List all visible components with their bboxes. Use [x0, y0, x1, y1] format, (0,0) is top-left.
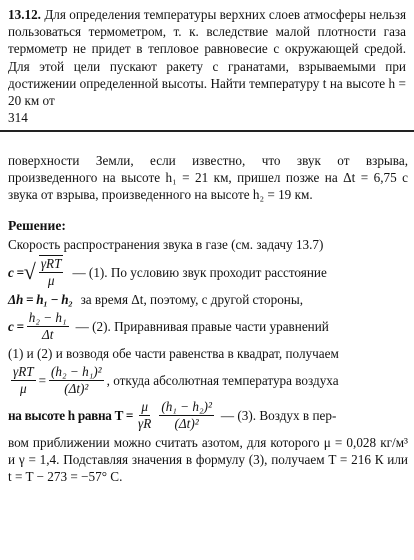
- eq4-rhs-denominator: (Δt)²: [64, 381, 89, 396]
- eq5-b-fraction: [159, 399, 214, 432]
- eq4-rhs-fraction: [49, 364, 104, 397]
- final-answer-text: вом приближении можно считать азотом, для которого μ = 0,028 кг/м³ и γ = 1,4. Подставляя значения в формулу (3), получаем T = 216 К или t = T − 273 = −57° С.: [8, 435, 408, 484]
- eq5-a-fraction: [136, 399, 153, 432]
- solution-intro: Скорость распространения звука в газе (см. задачу 13.7): [8, 237, 324, 252]
- page-number: 314: [8, 110, 28, 126]
- eq2-lhs: Δh = h₁ − h₂: [8, 292, 73, 307]
- eq1-denominator: μ: [47, 273, 55, 288]
- eq1-numerator: γRT: [40, 256, 62, 271]
- eq2-text: за время Δt, поэтому, с другой стороны,: [80, 292, 303, 307]
- problem-text: Для определения температуры верхних слоев атмосферы нельзя пользоваться термометром, т. к. вследствие малой плотности газа термометр не придет в тепловое равновесие с окружающей средой. Для этой цели пускают ракету с гранатами, взрываемыми при достижении определенной высоты. Найти температуру t на высоте h = 20 км от: [8, 7, 407, 109]
- equation-4-line: [8, 364, 408, 397]
- eq4-lhs-fraction: [11, 364, 36, 397]
- eq1-lhs: c =: [8, 264, 24, 280]
- sqrt-symbol: √: [23, 259, 36, 284]
- eq5-b-numerator: (h₁ − h₂)²: [161, 399, 212, 414]
- eq4-lhs-denominator: μ: [19, 381, 27, 396]
- eq1-text: — (1). По условию звук проходит расстояние: [72, 264, 327, 280]
- eq5-prefix: на высоте h равна T =: [8, 408, 134, 423]
- equation-2-line: [8, 291, 408, 308]
- eq3-lhs: c =: [8, 319, 24, 334]
- solution-block: [8, 152, 408, 485]
- equation-3-line: [8, 310, 408, 343]
- eq3-text: — (2). Приравнивая правые части уравнений: [75, 319, 329, 334]
- eq5-a-numerator: μ: [141, 399, 148, 414]
- eq3-denominator: Δt: [41, 327, 54, 342]
- eq4-lhs-numerator: γRT: [13, 364, 34, 379]
- eq5-a-denominator: γR: [138, 416, 152, 431]
- eq1-fraction: [39, 255, 64, 289]
- eq3-fraction: [27, 310, 69, 343]
- problem-number: 13.12.: [8, 7, 41, 22]
- problem-statement: [8, 6, 406, 126]
- page-divider: [0, 130, 414, 132]
- squaring-text: (1) и (2) и возводя обе части равенства в квадрат, получаем: [8, 346, 339, 361]
- eq5-b-denominator: (Δt)²: [174, 416, 199, 431]
- equation-5-line: [8, 399, 408, 432]
- equals-sign: =: [38, 373, 47, 388]
- eq1-sqrt: [24, 255, 67, 289]
- eq4-rhs-numerator: (h₂ − h₁)²: [51, 364, 102, 379]
- eq5-text: — (3). Воздух в пер-: [220, 408, 337, 423]
- solution-heading: Решение:: [8, 218, 66, 233]
- eq3-numerator: h₂ − h₁: [28, 310, 67, 325]
- eq4-text: , откуда абсолютная температура воздуха: [106, 373, 339, 388]
- equation-1-line: [8, 255, 408, 289]
- problem-continuation: поверхности Земли, если известно, что звук от взрыва, произведенного на высоте h₁ = 21 км, пришел позже на Δt = 6,75 с звука от взрыва, произведенного на высоте h₂ = 19 км.: [8, 153, 408, 202]
